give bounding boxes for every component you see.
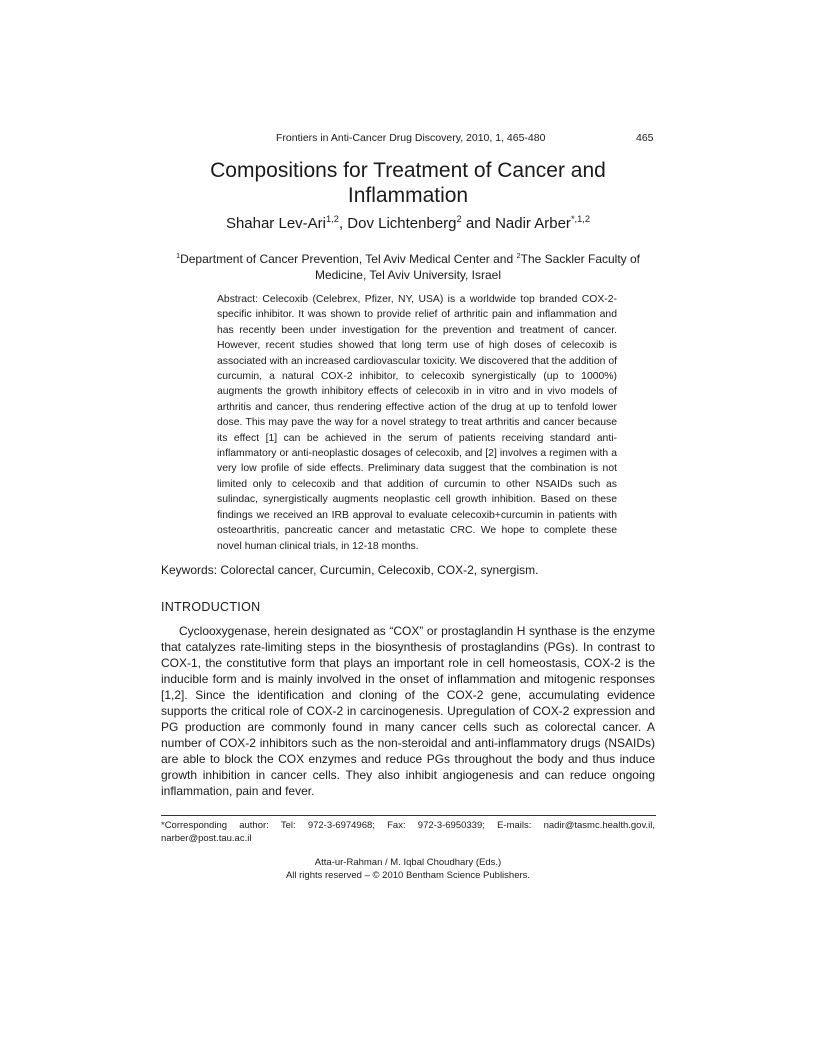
- keywords: Keywords: Colorectal cancer, Curcumin, Celecoxib, COX-2, synergism.: [161, 563, 539, 577]
- footnote-divider: [161, 815, 656, 816]
- author-separator: and: [461, 215, 496, 232]
- author-name: Dov Lichtenberg: [347, 215, 457, 232]
- author-affiliation-marker: 1,2: [326, 214, 339, 224]
- affiliation-marker: 1: [175, 251, 181, 260]
- section-heading: INTRODUCTION: [161, 600, 261, 614]
- affiliation-text: Department of Cancer Prevention, Tel Aviv Medical Center and: [180, 252, 517, 266]
- author-affiliation-marker: *,1,2: [570, 214, 591, 224]
- article-title: Compositions for Treatment of Cancer and Inflammation: [210, 159, 606, 207]
- page-footer: [160, 856, 656, 882]
- author-list: [160, 215, 656, 232]
- abstract: Abstract: Celecoxib (Celebrex, Pfizer, NY, USA) is a worldwide top branded COX-2-specific inhibitor. It was shown to provide relief of arthritic pain and inflammation and has recently been under investigation for the prevention and treatment of cancer. However, recent studies showed that long term use of high doses of celecoxib is associated with an increased cardiovascular toxicity. We discovered that the addition of curcumin, a natural COX-2 inhibitor, to celecoxib synergistically (up to 1000%) augments the growth inhibitory effects of celecoxib in in vitro and in vivo models of arthritis and cancer, thus rendering effective action of the drug at up to tenfold lower dose. This may pave the way for a novel strategy to treat arthritis and cancer because its effect [1] can be achieved in the serum of patients receiving standard anti-inflammatory or anti-neoplastic dosages of celecoxib, and [2] involves a regimen with a very low profile of side effects. Preliminary data suggest that the combination is not limited only to celecoxib and that addition of curcumin to other NSAIDs such as sulindac, synergistically augments neoplastic cell growth inhibition. Based on these findings we received an IRB approval to evaluate celecoxib+curcumin in patients with osteoarthritis, pancreatic cancer and metastatic CRC. We hope to complete these novel human clinical trials, in 12-18 months.: [217, 294, 617, 552]
- journal-citation: Frontiers in Anti-Cancer Drug Discovery, 2010, 1, 465-480: [276, 132, 546, 144]
- affiliation-text: The Sackler Faculty of Medicine, Tel Aviv University, Israel: [314, 252, 641, 282]
- editors-line: Atta-ur-Rahman / M. Iqbal Choudhary (Eds.): [314, 857, 502, 868]
- author-affiliation-marker: 2: [456, 214, 462, 224]
- affiliations: [162, 251, 654, 283]
- paragraph: Cyclooxygenase, herein designated as “COX” or prostaglandin H synthase is the enzyme that catalyzes rate-limiting steps in the biosynthesis of prostaglandins (PGs). In contrast to COX-1, the constitutive form that plays an important role in cell homeostasis, COX-2 is the inducible form and is mainly involved in the onset of inflammation and mitogenic responses [1,2]. Since the identification and cloning of the COX-2 gene, accumulating evidence supports the critical role of COX-2 in carcinogenesis. Upregulation of COX-2 expression and PG production are commonly found in many cancer cells such as colorectal cancer. A number of COX-2 inhibitors such as the non-steroidal and anti-inflammatory drugs (NSAIDs) are able to block the COX enzymes and reduce PGs throughout the body and thus induce growth inhibition in cancer cells. They also inhibit angiogenesis and can reduce ongoing inflammation, pain and fever.: [161, 624, 655, 798]
- page-number: 465: [636, 132, 654, 144]
- author-name: Shahar Lev-Ari: [225, 215, 326, 232]
- affiliation-marker: 2: [516, 251, 521, 260]
- introduction-body: [161, 623, 655, 799]
- corresponding-author-footnote: *Corresponding author: Tel: 972-3-6974968; Fax: 972-3-6950339; E-mails: nadir@tasmc.health.gov.il, narber@post.tau.ac.il: [161, 820, 655, 844]
- author-separator: ,: [338, 215, 348, 232]
- copyright-line: All rights reserved – © 2010 Bentham Science Publishers.: [285, 870, 531, 881]
- author-name: Nadir Arber: [495, 215, 571, 232]
